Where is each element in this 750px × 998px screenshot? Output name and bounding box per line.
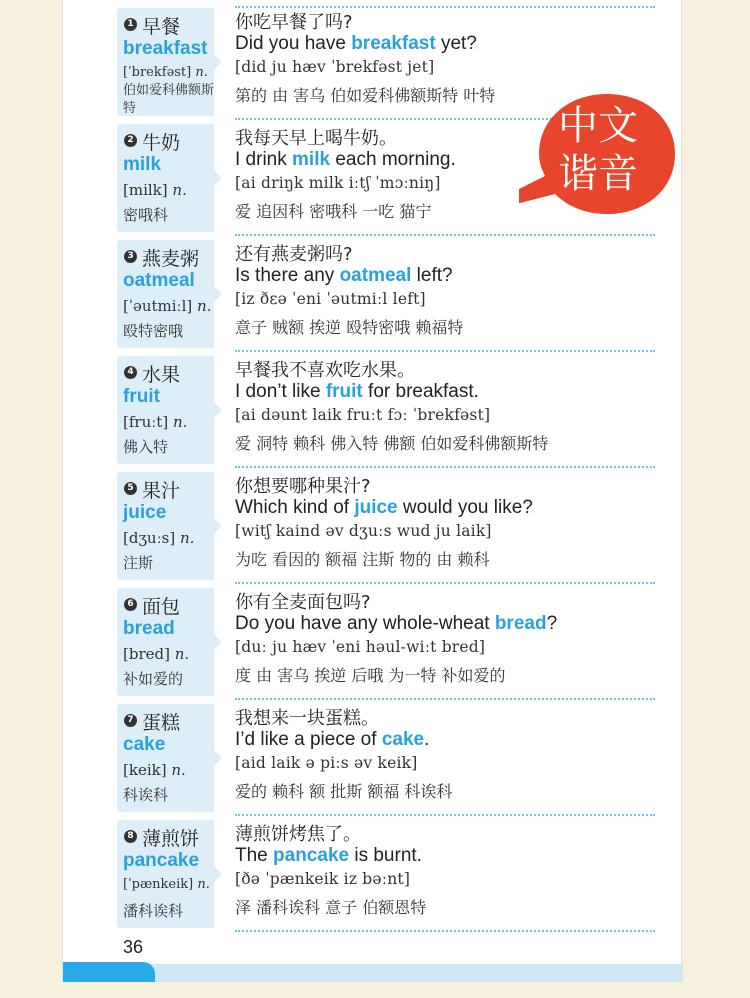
sentence-ipa: [ðə ˈpænkeik iz bəːnt] — [235, 870, 411, 888]
sentence-homophone: 泽 潘科诶科 意子 伯额恩特 — [235, 898, 427, 917]
example-sentences — [235, 704, 680, 804]
entry-number: 1 — [124, 18, 137, 31]
vocab-entry — [117, 356, 677, 472]
word-homophone: 潘科诶科 — [123, 902, 184, 920]
sentence-english — [235, 497, 680, 522]
word-box — [117, 820, 214, 928]
sentence-chinese: 你有全麦面包吗? — [235, 592, 371, 613]
sentence-keyword: oatmeal — [339, 265, 412, 286]
callout-line-1: 中文 — [558, 103, 638, 149]
footer-bar — [63, 964, 683, 982]
sentence-keyword: breakfast — [351, 33, 436, 54]
entry-number: 5 — [124, 482, 137, 495]
sentence-english-post: left? — [411, 265, 453, 286]
sentence-homophone: 为吃 看因的 额福 注斯 物的 由 赖科 — [235, 550, 490, 569]
vocab-entry — [117, 472, 677, 588]
example-sentences — [235, 472, 680, 572]
entry-divider — [235, 930, 655, 932]
example-sentences — [235, 356, 680, 456]
sentence-english-pre: I drink — [235, 149, 293, 170]
part-of-speech: n. — [197, 297, 212, 315]
sentence-english-post: yet? — [435, 33, 477, 54]
phonetic-text: [dʒuːs] — [123, 529, 176, 547]
sentence-english-post: is burnt. — [349, 845, 422, 866]
word-phonetic — [123, 297, 211, 315]
sentence-ipa: [did ju hæv ˈbrekfəst jet] — [235, 58, 435, 76]
part-of-speech: n. — [179, 529, 195, 547]
page-number: 36 — [123, 937, 144, 957]
sentence-english-pre: Which kind of — [235, 497, 355, 518]
entry-divider — [235, 350, 655, 352]
sentence-chinese: 你想要哪种果汁? — [235, 476, 371, 497]
chinese-word: 水果 — [142, 364, 181, 386]
entry-divider — [235, 582, 655, 584]
sentence-english-post: . — [424, 729, 430, 750]
sentence-english-post: for breakfast. — [362, 381, 479, 402]
word-homophone: 伯如爱科佛额斯特 — [123, 83, 215, 116]
sentence-english-pre: Is there any — [235, 265, 340, 286]
sentence-english — [235, 845, 680, 870]
word-box — [117, 588, 214, 696]
entry-number: 7 — [124, 714, 137, 727]
phonetic-text: [fruːt] — [123, 413, 169, 431]
callout-text — [536, 102, 660, 198]
footer-tab — [63, 962, 155, 982]
vocab-entry — [117, 588, 677, 704]
sentence-chinese: 你吃早餐了吗? — [235, 12, 353, 33]
sentence-english-post: ? — [546, 613, 558, 634]
word-box — [117, 472, 214, 580]
word-homophone: 殴特密哦 — [123, 322, 184, 340]
word-box — [117, 704, 214, 812]
chinese-word: 蛋糕 — [142, 712, 181, 734]
vocab-entry — [117, 820, 677, 936]
english-word: cake — [123, 734, 166, 755]
sentence-ipa: [duː ju hæv ˈeni həul-wiːt bred] — [235, 638, 486, 656]
sentence-ipa: [iz ðεə ˈeni ˈəutmiːl left] — [235, 290, 426, 308]
word-box — [117, 240, 214, 348]
sentence-chinese: 早餐我不喜欢吃水果。 — [235, 360, 415, 381]
phonetic-text: [ˈbrekfəst] — [123, 65, 192, 80]
part-of-speech: n. — [174, 645, 190, 663]
english-word: juice — [123, 502, 167, 523]
word-phonetic — [123, 761, 186, 779]
entry-number: 3 — [124, 250, 137, 263]
word-phonetic — [123, 65, 208, 80]
sentence-english-pre: Did you have — [235, 33, 352, 54]
word-phonetic — [123, 877, 210, 892]
sentence-english-post: each morning. — [330, 149, 456, 170]
phonetic-text: [bred] — [123, 645, 170, 663]
vocab-entry — [117, 704, 677, 820]
word-phonetic — [123, 181, 187, 199]
sentence-homophone: 第的 由 害乌 伯如爱科佛额斯特 叶特 — [235, 86, 496, 105]
phonetic-text: [milk] — [123, 181, 168, 199]
sentence-english-post: would you like? — [397, 497, 533, 518]
english-word: fruit — [123, 386, 160, 407]
vocab-entry — [117, 240, 677, 356]
chinese-word: 薄煎饼 — [142, 828, 200, 850]
entry-number: 6 — [124, 598, 137, 611]
example-sentences — [235, 240, 680, 340]
sentence-homophone: 度 由 害乌 挨逆 后哦 为一特 补如爱的 — [235, 666, 506, 685]
part-of-speech: n. — [171, 761, 186, 779]
entry-divider — [235, 814, 655, 816]
entry-divider — [235, 234, 655, 236]
sentence-chinese: 我每天早上喝牛奶。 — [235, 128, 397, 149]
sentence-homophone: 意子 贼额 挨逆 殴特密哦 赖福特 — [235, 318, 464, 337]
entry-number: 4 — [124, 366, 137, 379]
sentence-homophone: 爱 追因科 密哦科 一吃 猫宁 — [235, 202, 432, 221]
english-word: milk — [123, 154, 162, 175]
sentence-chinese: 薄煎饼烤焦了。 — [235, 824, 361, 845]
chinese-word: 牛奶 — [142, 132, 181, 154]
chinese-word: 早餐 — [142, 16, 181, 38]
english-word: oatmeal — [123, 270, 195, 291]
callout-line-2: 谐音 — [558, 151, 638, 197]
chinese-word: 果汁 — [142, 480, 181, 502]
sentence-english-pre: I don’t like — [235, 381, 326, 402]
sentence-ipa: [ai driŋk milk iːtʃ ˈmɔːniŋ] — [235, 174, 441, 192]
part-of-speech: n. — [195, 65, 208, 80]
entry-number: 2 — [124, 134, 137, 147]
phonetic-text: [keik] — [123, 761, 167, 779]
sentence-ipa: [aid laik ə piːs əv keik] — [235, 754, 418, 772]
sentence-english — [235, 33, 680, 58]
word-homophone: 注斯 — [123, 554, 154, 572]
english-word: bread — [123, 618, 175, 639]
word-phonetic — [123, 529, 194, 547]
chinese-word: 燕麦粥 — [142, 248, 200, 270]
phonetic-text: [ˈəutmiːl] — [123, 297, 193, 315]
chinese-word: 面包 — [142, 596, 181, 618]
entry-divider — [235, 698, 655, 700]
part-of-speech: n. — [172, 413, 188, 431]
sentence-keyword: pancake — [273, 845, 350, 866]
sentence-english — [235, 381, 680, 406]
example-sentences — [235, 820, 680, 920]
word-homophone: 补如爱的 — [123, 670, 184, 688]
sentence-keyword: juice — [354, 497, 398, 518]
word-homophone: 科诶科 — [123, 786, 169, 804]
sentence-english — [235, 265, 680, 290]
sentence-english — [235, 613, 680, 638]
word-homophone: 佛入特 — [123, 438, 169, 456]
word-box — [117, 8, 214, 116]
sentence-chinese: 还有燕麦粥吗? — [235, 244, 353, 265]
sentence-english-pre: I’d like a piece of — [235, 729, 382, 750]
word-phonetic — [123, 645, 189, 663]
sentence-keyword: milk — [292, 149, 331, 170]
word-phonetic — [123, 413, 187, 431]
part-of-speech: n. — [197, 877, 210, 892]
word-homophone: 密哦科 — [123, 206, 169, 224]
english-word: pancake — [123, 850, 200, 871]
sentence-keyword: cake — [381, 729, 425, 750]
sentence-english-pre: The — [235, 845, 274, 866]
entry-divider — [235, 466, 655, 468]
example-sentences — [235, 588, 680, 688]
entry-number: 8 — [124, 830, 137, 843]
part-of-speech: n. — [172, 181, 187, 199]
sentence-chinese: 我想来一块蛋糕。 — [235, 708, 379, 729]
sentence-homophone: 爱 洞特 赖科 佛入特 佛额 伯如爱科佛额斯特 — [235, 434, 549, 453]
sentence-english — [235, 729, 680, 754]
word-box — [117, 356, 214, 464]
sentence-ipa: [ai dəunt laik fruːt fɔː ˈbrekfəst] — [235, 406, 491, 424]
english-word: breakfast — [123, 38, 208, 59]
sentence-homophone: 爱的 赖科 额 批斯 额福 科诶科 — [235, 782, 453, 801]
phonetic-text: [ˈpænkeik] — [123, 877, 194, 892]
sentence-ipa: [witʃ kaind əv dʒuːs wud ju laik] — [235, 522, 492, 540]
word-box — [117, 124, 214, 232]
sentence-keyword: fruit — [325, 381, 363, 402]
sentence-english-pre: Do you have any whole-wheat — [235, 613, 495, 634]
sentence-keyword: bread — [494, 613, 547, 634]
